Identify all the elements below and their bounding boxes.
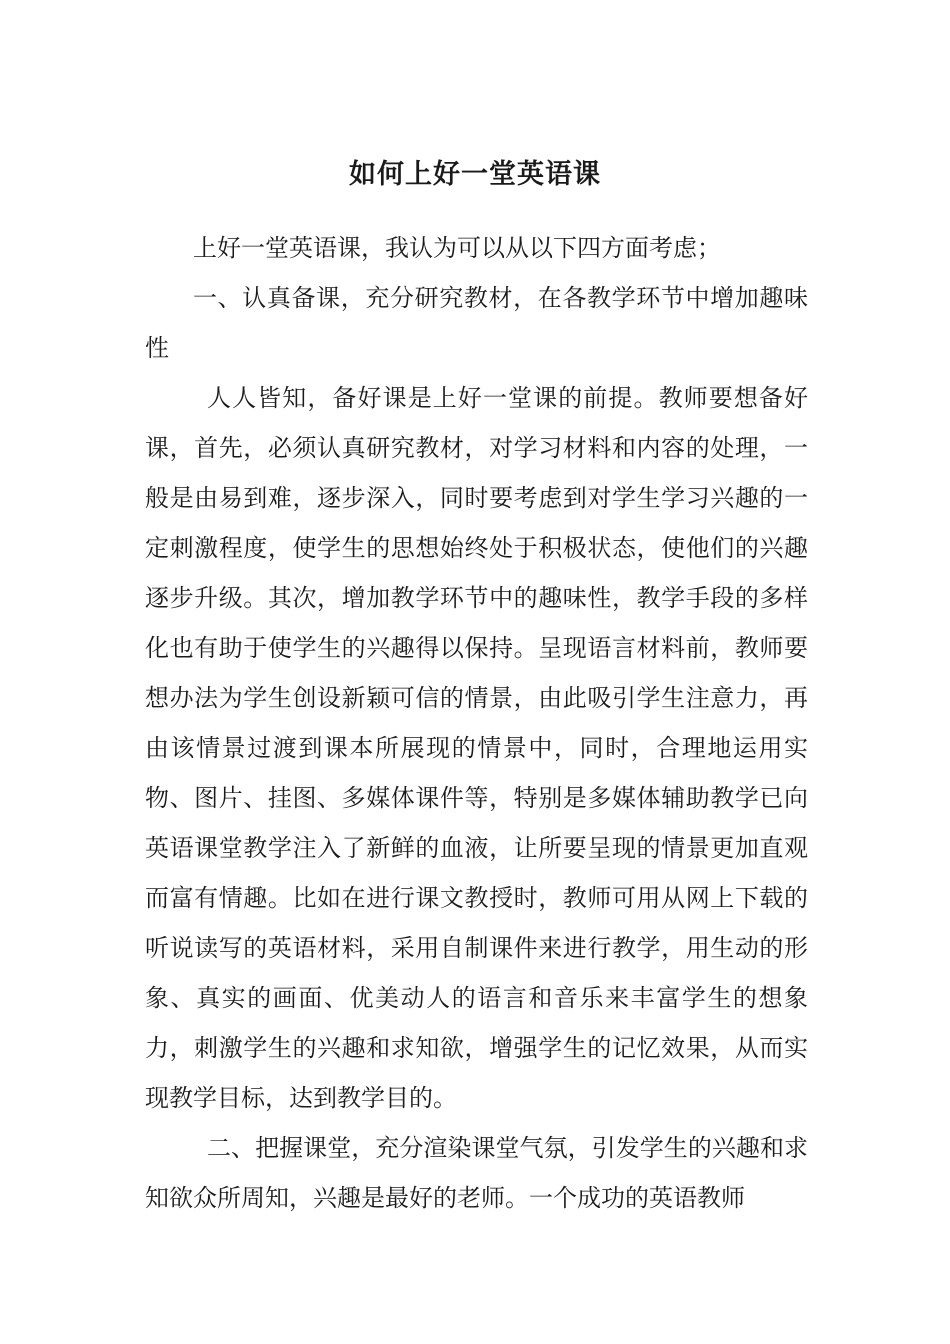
section-1-heading: 一、认真备课，充分研究教材，在各教学环节中增加趣味性	[145, 284, 808, 362]
document-body	[145, 223, 808, 1223]
section-2-paragraph: 二、把握课堂，充分渲染课堂气氛，引发学生的兴趣和求知欲众所周知，兴趣是最好的老师。一个成功的英语教师	[145, 1134, 808, 1212]
page-title: 如何上好一堂英语课	[349, 159, 601, 190]
section-1-paragraph: 人人皆知，备好课是上好一堂课的前提。教师要想备好课，首先，必须认真研究教材，对学习材料和内容的处理，一般是由易到难，逐步深入，同时要考虑到对学生学习兴趣的一定刺激程度，使学生的思想始终处于积极状态，使他们的兴趣逐步升级。其次，增加教学环节中的趣味性，教学手段的多样化也有助于使学生的兴趣得以保持。呈现语言材料前，教师要想办法为学生创设新颖可信的情景，由此吸引学生注意力，再由该情景过渡到课本所展现的情景中，同时，合理地运用实物、图片、挂图、多媒体课件等，特别是多媒体辅助教学已向英语课堂教学注入了新鲜的血液，让所要呈现的情景更加直观而富有情趣。比如在进行课文教授时，教师可用从网上下载的听说读写的英语材料，采用自制课件来进行教学，用生动的形象、真实的画面、优美动人的语言和音乐来丰富学生的想象力，刺激学生的兴趣和求知欲，增强学生的记忆效果，从而实现教学目标，达到教学目的。	[145, 384, 808, 1112]
intro-paragraph: 上好一堂英语课，我认为可以从以下四方面考虑；	[193, 234, 721, 262]
